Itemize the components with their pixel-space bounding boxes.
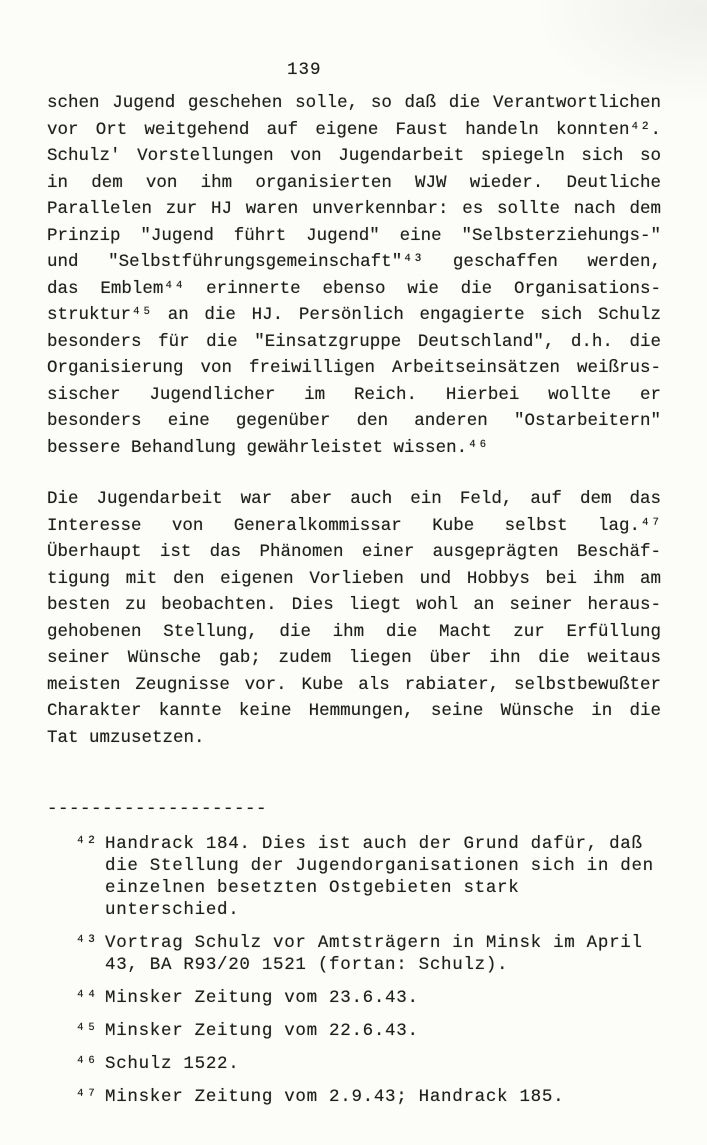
text-line: seiner Wünsche gab; zudem liegen über ihn die weitaus [47, 648, 661, 668]
text-line: gehobenen Stellung, die ihm die Macht zur Erfüllung [47, 621, 661, 642]
footnote-marker: ⁴⁶ [75, 1054, 98, 1074]
paragraph-2 [47, 486, 661, 751]
text-line: besten zu beobachten. Dies liegt wohl an seiner heraus- [47, 595, 661, 615]
footnote [47, 932, 661, 976]
text-line: einzelnen besetzten Ostgebieten stark unterschied. [105, 878, 520, 920]
text-line: vor Ort weitgehend auf eigene Faust handeln konnten⁴². [47, 119, 661, 140]
text-line: und "Selbstführungsgemeinschaft"⁴³ geschaffen werden, [47, 252, 661, 272]
footnote-marker: ⁴⁵ [75, 1021, 98, 1041]
text-line: struktur⁴⁵ an die HJ. Persönlich engagierte sich Schulz [47, 305, 661, 325]
text-line: Schulz 1522. [105, 1054, 240, 1074]
footnote [47, 1020, 661, 1042]
text-line: Prinzip "Jugend führt Jugend" eine "Selbsterziehungs-" [47, 225, 661, 246]
text-line: meisten Zeugnisse vor. Kube als rabiater, selbstbewußter [47, 674, 661, 695]
footnote-marker: ⁴⁷ [75, 1087, 98, 1107]
footnote-separator: -------------------- [47, 799, 268, 819]
text-line: Vortrag Schulz vor Amtsträgern in Minsk im April [105, 933, 643, 953]
text-line: besonders für die "Einsatzgruppe Deutschland", d.h. die [47, 331, 661, 352]
text-line: Organisierung von freiwilligen Arbeitseinsätzen weißrus- [47, 358, 661, 378]
body-text [47, 90, 661, 751]
page-number: 139 [287, 60, 322, 80]
footnote-text [105, 1020, 661, 1042]
text-line: in dem von ihm organisierten WJW wieder. Deutliche [47, 172, 661, 193]
footnote-marker: ⁴⁴ [75, 988, 98, 1008]
text-line: schen Jugend geschehen solle, so daß die Verantwortlichen [47, 93, 661, 113]
footnote-text [105, 833, 661, 921]
text-line: Handrack 184. Dies ist auch der Grund dafür, daß [105, 834, 643, 854]
footnote-text [105, 1086, 661, 1108]
text-line: Die Jugendarbeit war aber auch ein Feld, auf dem das [47, 489, 661, 509]
text-line: Überhaupt ist das Phänomen einer ausgeprägten Beschäf- [47, 542, 661, 562]
text-line: 43, BA R93/20 1521 (fortan: Schulz). [105, 955, 509, 975]
text-line: bessere Behandlung gewährleistet wissen.⁴⁶ [47, 437, 489, 458]
footnote-marker: ⁴³ [75, 933, 98, 953]
footnote [47, 1053, 661, 1075]
text-line: tigung mit den eigenen Vorlieben und Hobbys bei ihm am [47, 568, 661, 589]
text-line: Charakter kannte keine Hemmungen, seine Wünsche in die [47, 701, 661, 721]
footnote-text [105, 932, 661, 976]
footnotes-section [47, 833, 661, 1119]
text-line: das Emblem⁴⁴ erinnerte ebenso wie die Organisations- [47, 278, 661, 299]
text-line: besonders eine gegenüber den anderen "Ostarbeitern" [47, 411, 661, 431]
text-line: Minsker Zeitung vom 22.6.43. [105, 1021, 419, 1041]
paragraph-1 [47, 90, 661, 461]
text-line: Interesse von Generalkommissar Kube selbst lag.⁴⁷ [47, 515, 661, 536]
text-line: sischer Jugendlicher im Reich. Hierbei wollte er [47, 384, 661, 405]
footnote [47, 833, 661, 921]
footnote [47, 1086, 661, 1108]
footnote-text [105, 987, 661, 1009]
footnote-text [105, 1053, 661, 1075]
footnote-marker: ⁴² [75, 834, 98, 854]
text-line: Minsker Zeitung vom 2.9.43; Handrack 185. [105, 1087, 565, 1107]
text-line: Schulz' Vorstellungen von Jugendarbeit spiegeln sich so [47, 146, 661, 166]
text-line: Minsker Zeitung vom 23.6.43. [105, 988, 419, 1008]
footnote [47, 987, 661, 1009]
text-line: Parallelen zur HJ waren unverkennbar: es sollte nach dem [47, 199, 661, 219]
text-line: die Stellung der Jugendorganisationen sich in den [105, 856, 654, 876]
text-line: Tat umzusetzen. [47, 727, 205, 748]
